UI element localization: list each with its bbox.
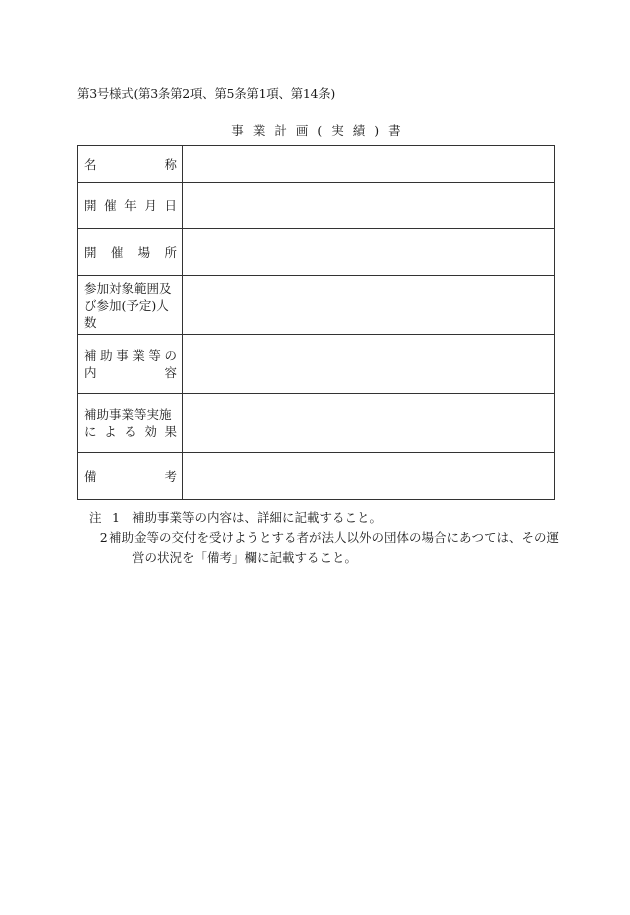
label-line: 数 [84,314,97,330]
label-line: 名 称 [84,156,177,172]
row-value-date[interactable] [183,183,555,229]
table-row-name [78,146,555,183]
row-value-content[interactable] [183,335,555,394]
form-number: 第3号様式(第3条第2項、第5条第1項、第14条) [77,86,335,101]
note-text: 補助事業等の内容は、詳細に記載すること。 [132,510,383,525]
notes-section [89,508,559,568]
row-label-name [78,146,183,183]
row-label-remarks [78,453,183,500]
label-line: 備 考 [84,468,177,484]
label-line: び参加(予定)人 [84,297,169,313]
row-label-date [78,183,183,229]
title-char: ( [317,123,323,138]
label-line: 参加対象範囲及 [84,280,172,296]
note-text: 補助金等の交付を受けようとする者が法人以外の団体の場合にあつては、その運 [108,530,559,545]
label-line: 開 催 年 月 日 [84,198,177,213]
title-char: 業 [252,123,266,138]
table-row-effect [78,394,555,453]
note-item-1 [89,508,559,528]
table-row-content [78,335,555,394]
row-value-remarks[interactable] [183,453,555,500]
table-row-date [78,183,555,229]
label-line: に よ る 効 果 [84,424,177,439]
notes-prefix-spacer [89,528,100,548]
row-label-venue [78,229,183,276]
row-value-venue[interactable] [183,229,555,276]
title-char: ) [374,123,380,138]
title-char: 績 [352,123,366,138]
note-number: 2 [99,530,108,545]
label-line: 開 催 場 所 [84,244,177,260]
row-value-name[interactable] [183,146,555,183]
title-char: 書 [388,123,401,138]
table-row-participants [78,276,555,335]
row-label-content [78,335,183,394]
note-number: 1 [112,510,120,525]
label-line: 補 助 事 業 等 の [84,348,177,363]
notes-prefix: 注 [89,510,102,525]
table-row-venue [78,229,555,276]
title-char: 事 [231,123,244,138]
title-char: 計 [274,123,287,138]
row-label-participants [78,276,183,335]
plan-form-table [77,145,555,500]
row-label-effect [78,394,183,453]
note-item-2 [89,528,559,548]
title-char: 実 [331,123,344,138]
note-text-continuation: 営の状況を「備考」欄に記載すること。 [132,550,358,565]
document-title [77,121,555,139]
row-value-participants[interactable] [183,276,555,335]
row-value-effect[interactable] [183,394,555,453]
title-char: 画 [295,123,309,138]
table-row-remarks [78,453,555,500]
label-line: 補助事業等実施 [84,407,172,422]
label-line: 内 容 [84,365,177,380]
